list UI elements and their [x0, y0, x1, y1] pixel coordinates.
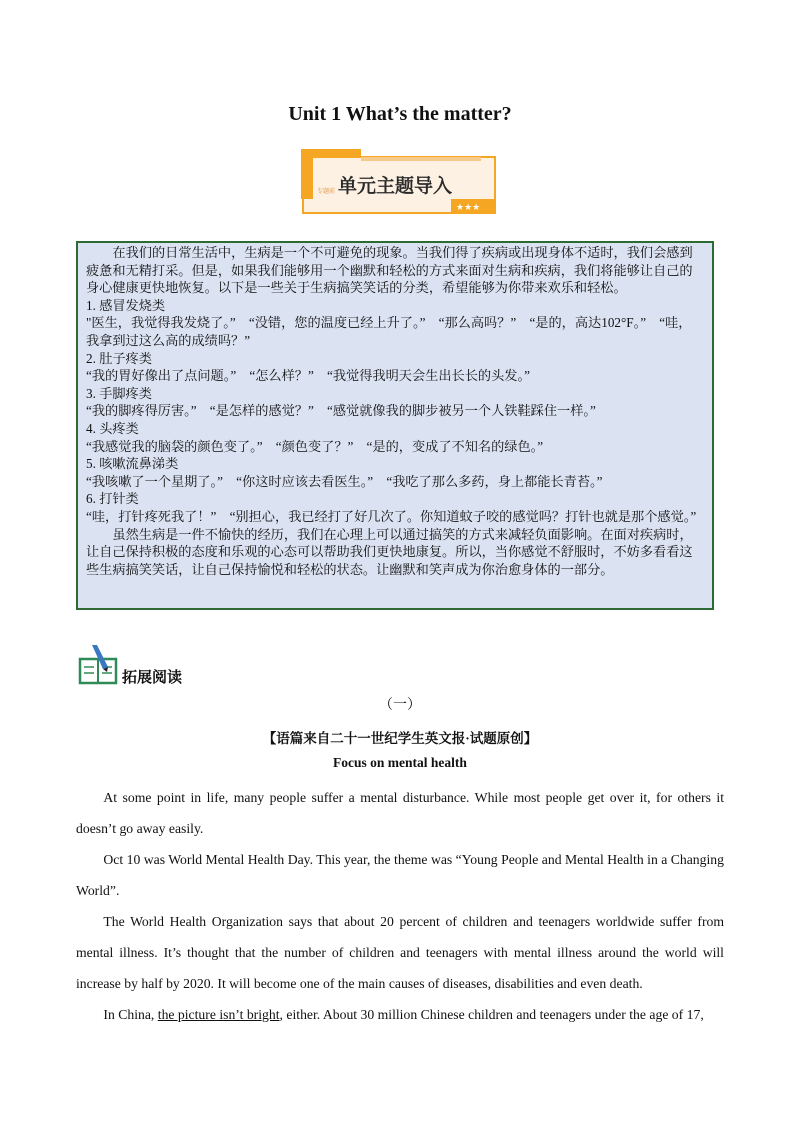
item-text: “我感觉我的脑袋的颜色变了。” “颜色变了？” “是的，变成了不知名的绿色。” — [86, 438, 544, 454]
item-heading: 6. 打针类 — [86, 491, 139, 507]
item-heading: 1. 感冒发烧类 — [86, 297, 166, 313]
article-body — [76, 782, 724, 1030]
item-text: "医生，我觉得我发烧了。” “没错，您的温度已经上升了。” “那么高吗？” “是的，高达102°F。” “哇，我拿到过这么高的成绩吗？” — [86, 315, 692, 348]
intro-box — [76, 241, 714, 610]
item-heading: 5. 咳嗽流鼻涕类 — [86, 456, 179, 472]
item-heading: 3. 手脚疼类 — [86, 385, 152, 401]
article-paragraph: At some point in life, many people suffer a mental disturbance. While most people get over it, for others it doesn’t go away easily. — [76, 790, 724, 836]
page-title: Unit 1 What’s the matter? — [288, 103, 512, 125]
item-heading: 4. 头疼类 — [86, 420, 139, 436]
underlined-phrase: the picture isn’t bright — [157, 1007, 280, 1022]
text-run: , either. About 30 million Chinese children and teenagers under the age of 17, — [279, 1007, 704, 1022]
passage-number: （一） — [379, 698, 421, 713]
banner-tag: 专题前 — [317, 188, 336, 195]
item-text: “我咳嗽了一个星期了。” “你这时应该去看医生。” “我吃了那么多药，身上都能长青苔。” — [86, 473, 603, 489]
text-run: In China, — [103, 1007, 158, 1022]
star-icons: ★★★ — [456, 203, 481, 213]
unit-theme-banner — [301, 149, 497, 215]
article-paragraph: Oct 10 was World Mental Health Day. This year, the theme was “Young People and Mental Health in a Changing World”. — [76, 852, 724, 898]
item-text: “我的胃好像出了点问题。” “怎么样？” “我觉得我明天会生出长长的头发。” — [86, 368, 530, 384]
article-paragraph: The World Health Organization says that about 20 percent of children and teenagers worldwide suffer from mental illness. It’s thought that the number of children and teenagers with mental illness around the world will increase by half by 2020. It will become one of the main causes of diseases, disabilities and even death. — [76, 914, 724, 991]
extended-reading-header — [78, 645, 278, 685]
book-pencil-icon — [78, 645, 120, 685]
article-paragraph-last — [76, 999, 724, 1030]
item-text: “哇，打针疼死我了！” “别担心，我已经打了好几次了。你知道蚊子咬的感觉吗？打针也就是那个感觉。” — [86, 508, 697, 524]
intro-closing: 虽然生病是一件不愉快的经历，我们在心理上可以通过搞笑的方式来减轻负面影响。在面对疾病时，让自己保持积极的态度和乐观的心态可以帮助我们更快地康复。所以，当你感觉不舒服时，不妨多看看这些生病搞笑笑话，让自己保持愉悦和轻松的状态。让幽默和笑声成为你治愈身体的一部分。 — [86, 526, 693, 577]
item-heading: 2. 肚子疼类 — [86, 350, 152, 366]
item-text: “我的脚疼得厉害。” “是怎样的感觉？” “感觉就像我的脚步被另一个人铁鞋踩住一样。” — [86, 403, 596, 419]
passage-title: Focus on mental health — [333, 755, 467, 770]
passage-source: 【语篇来自二十一世纪学生英文报·试题原创】 — [262, 731, 538, 746]
banner-label: 单元主题导入 — [338, 175, 453, 197]
intro-lead: 在我们的日常生活中，生病是一个不可避免的现象。当我们得了疾病或出现身体不适时，我们会感到疲惫和无精打采。但是，如果我们能够用一个幽默和轻松的方式来面对生病和疾病，我们将能够让自己的身心健康更快地恢复。以下是一些关于生病搞笑笑话的分类，希望能够为你带来欢乐和轻松。 — [86, 245, 693, 296]
section-label: 拓展阅读 — [122, 670, 183, 686]
